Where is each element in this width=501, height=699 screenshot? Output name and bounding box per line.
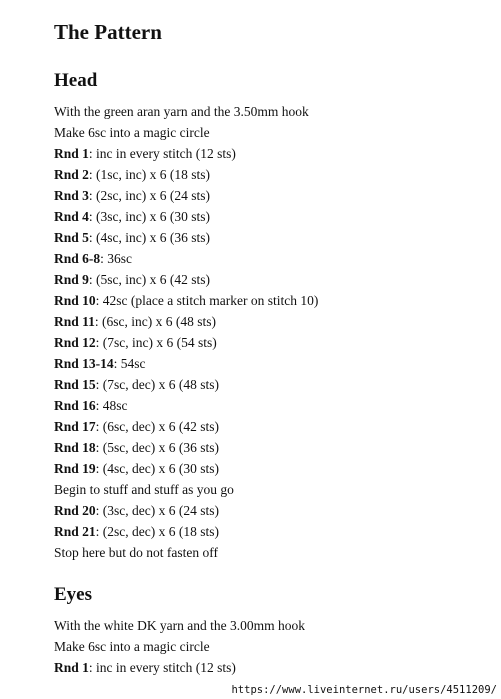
round-label: Rnd 1 xyxy=(54,660,89,675)
round-label: Rnd 2 xyxy=(54,167,89,182)
round-instruction xyxy=(54,353,318,374)
instruction-text: : (5sc, dec) x 6 (36 sts) xyxy=(95,440,219,455)
round-label: Rnd 10 xyxy=(54,293,96,308)
round-label: Rnd 9 xyxy=(54,272,89,287)
instruction-line xyxy=(54,122,318,143)
round-instruction xyxy=(54,206,318,227)
instruction-text: Make 6sc into a magic circle xyxy=(54,125,210,140)
instruction-text: : (1sc, inc) x 6 (18 sts) xyxy=(88,167,210,182)
round-instruction xyxy=(54,227,318,248)
round-label: Rnd 4 xyxy=(54,209,89,224)
instruction-text: : (7sc, dec) x 6 (48 sts) xyxy=(95,377,219,392)
instruction-line xyxy=(54,615,305,636)
eyes-instructions xyxy=(54,615,305,678)
section-heading-eyes: Eyes xyxy=(54,584,92,605)
round-label: Rnd 6-8 xyxy=(54,251,101,266)
round-instruction xyxy=(54,437,318,458)
page-title: The Pattern xyxy=(54,20,162,44)
round-label: Rnd 5 xyxy=(54,230,89,245)
instruction-line xyxy=(54,636,305,657)
round-instruction xyxy=(54,143,318,164)
round-label: Rnd 17 xyxy=(54,419,96,434)
round-instruction xyxy=(54,657,305,678)
instruction-text: : (3sc, inc) x 6 (30 sts) xyxy=(88,209,210,224)
instruction-text: : 54sc xyxy=(113,356,146,371)
round-label: Rnd 12 xyxy=(54,335,96,350)
instruction-text: Begin to stuff and stuff as you go xyxy=(54,482,234,497)
round-label: Rnd 21 xyxy=(54,524,96,539)
section-heading-head: Head xyxy=(54,70,98,91)
instruction-text: : 36sc xyxy=(100,251,133,266)
round-instruction xyxy=(54,374,318,395)
instruction-text: : (4sc, inc) x 6 (36 sts) xyxy=(88,230,210,245)
round-instruction xyxy=(54,311,318,332)
instruction-text: With the green aran yarn and the 3.50mm hook xyxy=(54,104,309,119)
instruction-text: : (6sc, inc) x 6 (48 sts) xyxy=(94,314,217,329)
round-instruction xyxy=(54,290,318,311)
round-label: Rnd 3 xyxy=(54,188,89,203)
round-label: Rnd 15 xyxy=(54,377,96,392)
round-instruction xyxy=(54,500,318,521)
round-label: Rnd 1 xyxy=(54,146,89,161)
round-instruction xyxy=(54,248,318,269)
instruction-text: : (3sc, dec) x 6 (24 sts) xyxy=(95,503,219,518)
instruction-line xyxy=(54,101,318,122)
instruction-text: With the white DK yarn and the 3.00mm hook xyxy=(54,618,306,633)
round-instruction xyxy=(54,332,318,353)
instruction-text: : (5sc, inc) x 6 (42 sts) xyxy=(88,272,210,287)
instruction-text: : 42sc (place a stitch marker on stitch 10) xyxy=(95,293,319,308)
round-instruction xyxy=(54,395,318,416)
instruction-text: : inc in every stitch (12 sts) xyxy=(88,146,236,161)
round-instruction xyxy=(54,185,318,206)
round-label: Rnd 11 xyxy=(54,314,95,329)
instruction-text: : (2sc, inc) x 6 (24 sts) xyxy=(88,188,210,203)
instruction-text: Make 6sc into a magic circle xyxy=(54,639,210,654)
instruction-line xyxy=(54,542,318,563)
instruction-text: : (4sc, dec) x 6 (30 sts) xyxy=(95,461,219,476)
head-instructions xyxy=(54,101,318,563)
round-label: Rnd 18 xyxy=(54,440,96,455)
source-url-link[interactable]: https://www.liveinternet.ru/users/4511209/ xyxy=(231,684,497,696)
round-instruction xyxy=(54,164,318,185)
round-instruction xyxy=(54,458,318,479)
round-label: Rnd 19 xyxy=(54,461,96,476)
instruction-text: : (7sc, inc) x 6 (54 sts) xyxy=(95,335,217,350)
round-instruction xyxy=(54,269,318,290)
round-label: Rnd 16 xyxy=(54,398,96,413)
round-instruction xyxy=(54,416,318,437)
round-label: Rnd 20 xyxy=(54,503,96,518)
instruction-line xyxy=(54,479,318,500)
instruction-text: : inc in every stitch (12 sts) xyxy=(88,660,236,675)
round-instruction xyxy=(54,521,318,542)
instruction-text: Stop here but do not fasten off xyxy=(54,545,218,560)
instruction-text: : (6sc, dec) x 6 (42 sts) xyxy=(95,419,219,434)
round-label: Rnd 13-14 xyxy=(54,356,114,371)
instruction-text: : 48sc xyxy=(95,398,128,413)
instruction-text: : (2sc, dec) x 6 (18 sts) xyxy=(95,524,219,539)
